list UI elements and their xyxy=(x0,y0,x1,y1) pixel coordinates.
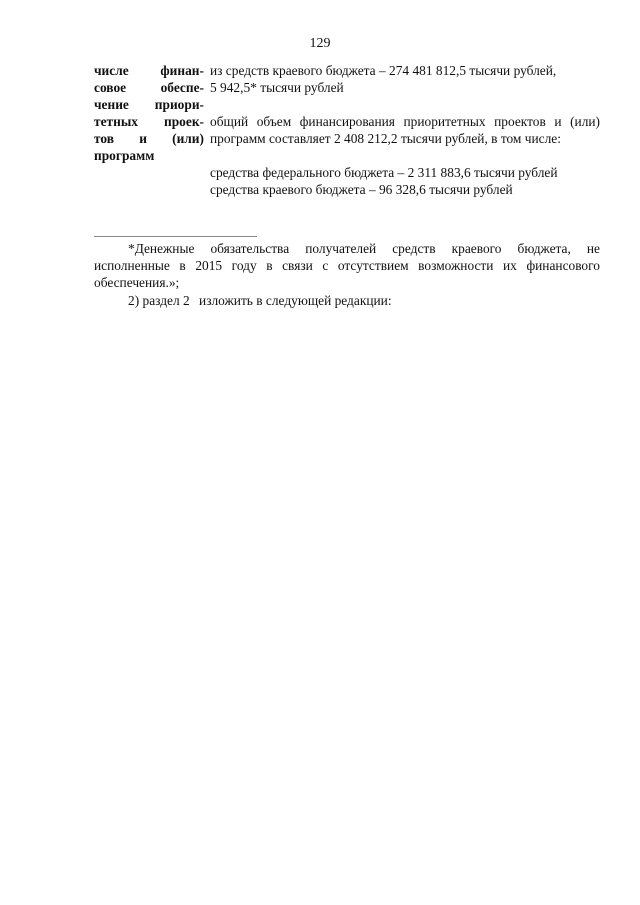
table-row xyxy=(94,181,600,198)
amendment-number: 2) раздел 2 xyxy=(128,293,190,308)
page-number: 129 xyxy=(309,36,331,51)
amendment-line xyxy=(128,292,600,309)
table-row xyxy=(94,113,600,130)
table-row xyxy=(94,62,600,79)
financing-paragraph: общий объем финансирования приоритетных проектов и (или) программ составляет 2 408 212,2 тысячи рублей, в том числе: xyxy=(210,114,600,146)
footnote: *Денежные обязательства получателей средств краевого бюджета, не исполненные в 2015 году в связи с отсутствием возможности их финансового обеспечения.»; xyxy=(94,241,600,290)
left-label-line: совое обеспе- xyxy=(94,80,204,95)
left-label-line: числе финан- xyxy=(94,63,204,78)
left-label-line: программ xyxy=(94,148,155,163)
left-label-line: чение приори- xyxy=(94,97,204,112)
regional-budget-line: из средств краевого бюджета – 274 481 812,5 тысячи рублей, xyxy=(210,63,557,78)
federal-budget-line: средства федерального бюджета – 2 311 883,6 тысячи рублей xyxy=(210,165,558,180)
regional-budget-line-2: средства краевого бюджета – 96 328,6 тысячи рублей xyxy=(210,182,513,197)
table-row xyxy=(94,96,600,113)
table-row xyxy=(94,79,600,96)
amount-line: 5 942,5* тысячи рублей xyxy=(210,80,344,95)
left-label-line: тетных проек- xyxy=(94,114,204,129)
table-row xyxy=(94,164,600,181)
footnote-divider xyxy=(94,236,257,237)
amendment-text: изложить в следующей редакции: xyxy=(199,293,392,308)
passport-table xyxy=(94,62,600,198)
left-label-line: тов и (или) xyxy=(94,131,204,146)
